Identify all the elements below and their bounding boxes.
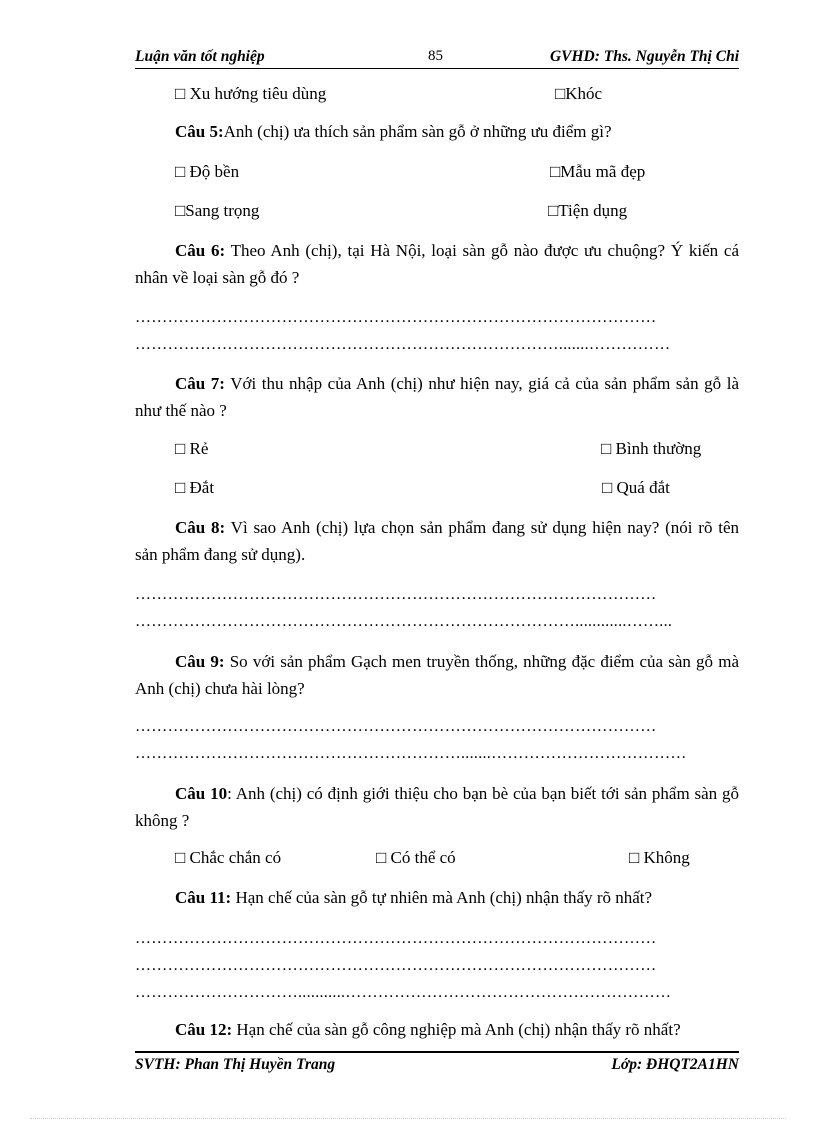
question-8 xyxy=(135,514,739,568)
question-6-label: Câu 6: xyxy=(175,241,226,260)
question-8-text: Vì sao Anh (chị) lựa chọn sản phẩm đang sử dụng hiện nay? (nói rõ tên sản phẩm đang sử dụng). xyxy=(135,518,739,564)
page-edge xyxy=(30,1118,786,1119)
page-number: 85 xyxy=(428,48,443,64)
question-12-text: Hạn chế của sàn gỗ công nghiệp mà Anh (chị) nhận thấy rõ nhất? xyxy=(232,1020,681,1039)
question-9 xyxy=(135,648,739,702)
question-8-label: Câu 8: xyxy=(175,518,226,537)
question-7-text: Với thu nhập của Anh (chị) như hiện nay, giá cả của sản phẩm sản gỗ là như thế nào ? xyxy=(135,374,739,420)
footer-class: Lớp: ĐHQT2A1HN xyxy=(611,1056,739,1073)
answer-line: …………………………………………………………………………………… xyxy=(135,586,657,603)
q7-option-cheap: □ Rẻ xyxy=(175,439,209,458)
q5-option-durability: □ Độ bền xyxy=(175,162,240,181)
answer-line: …………………………...........…………………………………………………… xyxy=(135,984,672,1001)
question-6 xyxy=(135,237,739,291)
q10-option-no: □ Không xyxy=(629,848,690,867)
question-10-text: : Anh (chị) có định giới thiệu cho bạn bè của bạn biết tới sản phẩm sàn gỗ không ? xyxy=(135,784,740,830)
question-7-label: Câu 7: xyxy=(175,374,225,393)
answer-line: …………………………………………………………………….......…………… xyxy=(135,336,671,353)
question-10-label: Câu 10 xyxy=(175,784,228,803)
question-5 xyxy=(135,118,739,145)
question-11-label: Câu 11: xyxy=(175,888,232,907)
option-consumer-trend: □ Xu hướng tiêu dùng xyxy=(175,84,327,103)
question-11 xyxy=(135,884,739,911)
q10-option-definitely: □ Chắc chắn có xyxy=(175,848,282,867)
question-12-label: Câu 12: xyxy=(175,1020,233,1039)
answer-line: …………………………………………………………………………………… xyxy=(135,309,657,326)
answer-line: …………………………………………………………………………………… xyxy=(135,930,657,947)
question-7 xyxy=(135,370,739,424)
q7-option-normal: □ Bình thường xyxy=(601,439,702,458)
question-9-label: Câu 9: xyxy=(175,652,225,671)
header-supervisor: GVHD: Ths. Nguyễn Thị Chi xyxy=(549,48,739,65)
footer-student: SVTH: Phan Thị Huyền Trang xyxy=(135,1056,336,1073)
question-5-label: Câu 5: xyxy=(175,122,224,141)
answer-line: …………………………………………………….......……………………………… xyxy=(135,745,687,762)
page-header xyxy=(135,48,739,68)
question-10 xyxy=(135,780,739,834)
question-11-text: Hạn chế của sàn gỗ tự nhiên mà Anh (chị) nhận thấy rõ nhất? xyxy=(231,888,653,907)
question-5-text: Anh (chị) ưa thích sản phẩm sàn gỗ ở những ưu điểm gì? xyxy=(223,122,612,141)
option-other: □Khóc xyxy=(555,84,603,103)
q7-option-expensive: □ Đắt xyxy=(175,478,215,497)
question-12 xyxy=(135,1016,739,1043)
q10-option-maybe: □ Có thể có xyxy=(376,848,456,867)
answer-line: …………………………………………………………………………………… xyxy=(135,718,657,735)
question-9-text: So với sản phẩm Gạch men truyền thống, những đặc điểm của sàn gỗ mà Anh (chị) chưa hài lòng? xyxy=(135,652,739,698)
answer-line: ………………………………………………………………………............……... xyxy=(135,613,673,630)
answer-line: …………………………………………………………………………………… xyxy=(135,957,657,974)
footer-divider xyxy=(135,1051,739,1053)
page-footer xyxy=(135,1056,739,1076)
header-thesis-title: Luận văn tốt nghiệp xyxy=(135,48,265,65)
q7-option-too-expensive: □ Quá đắt xyxy=(602,478,670,497)
q5-option-luxury: □Sang trọng xyxy=(175,201,260,220)
question-6-text: Theo Anh (chị), tại Hà Nội, loại sàn gỗ nào được ưu chuộng? Ý kiến cá nhân về loại sàn gỗ đó ? xyxy=(135,241,739,287)
q5-option-design: □Mẫu mã đẹp xyxy=(550,162,646,181)
header-divider xyxy=(135,68,739,69)
q5-option-convenience: □Tiện dụng xyxy=(548,201,628,220)
